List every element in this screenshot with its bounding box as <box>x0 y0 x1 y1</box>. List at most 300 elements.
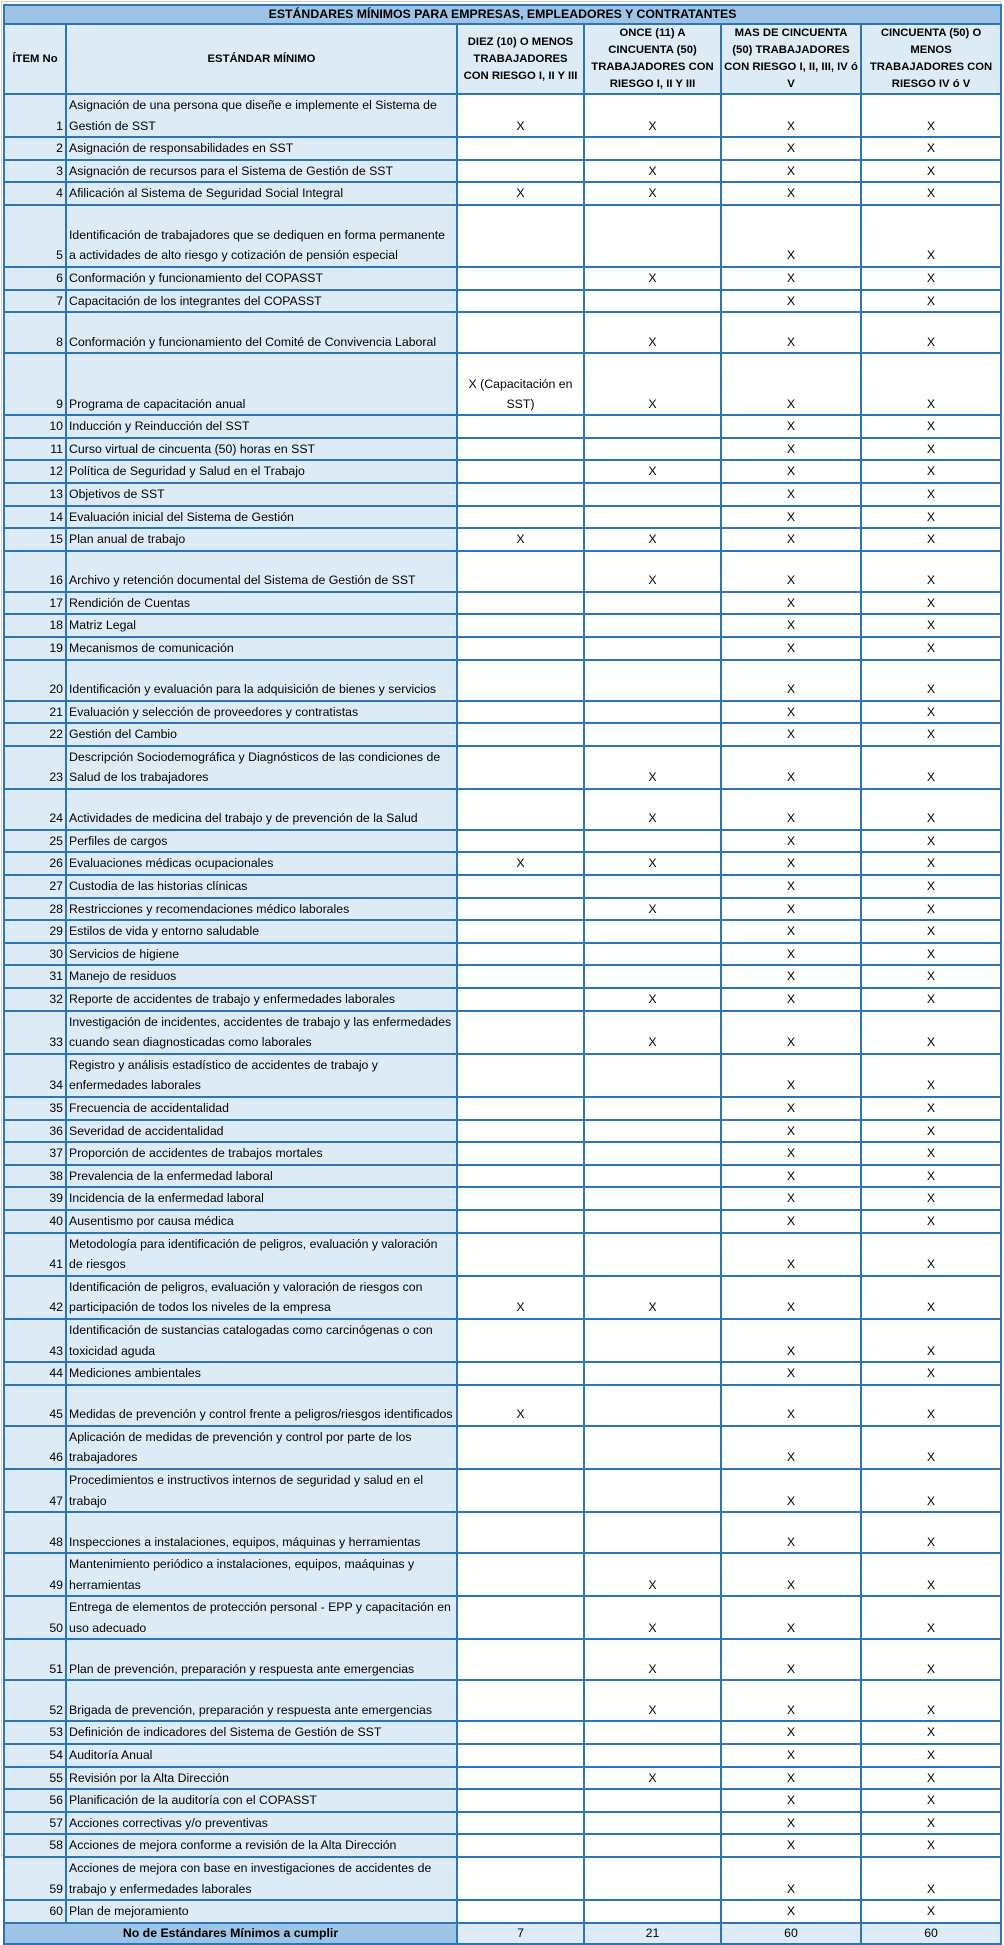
mark-eleven-to-fifty: X <box>584 528 721 551</box>
mark-ten-or-fewer <box>457 290 584 313</box>
mark-eleven-to-fifty: X <box>584 789 721 830</box>
mark-fifty-or-fewer-high-risk: X <box>861 1596 1001 1639</box>
mark-fifty-or-fewer-high-risk: X <box>861 746 1001 789</box>
table-row <box>4 852 1001 875</box>
mark-eleven-to-fifty: X <box>584 160 721 183</box>
table-row <box>4 1210 1001 1233</box>
mark-more-than-fifty: X <box>721 182 861 205</box>
mark-fifty-or-fewer-high-risk: X <box>861 875 1001 898</box>
item-number: 27 <box>4 875 66 898</box>
item-number: 4 <box>4 182 66 205</box>
mark-more-than-fifty: X <box>721 1165 861 1188</box>
header-eleven-to-fifty: ONCE (11) A CINCUENTA (50) TRABAJADORES CON RIESGO I, II Y III <box>584 24 721 94</box>
mark-more-than-fifty: X <box>721 789 861 830</box>
table-row <box>4 1469 1001 1512</box>
mark-more-than-fifty: X <box>721 965 861 988</box>
standard-text: Evaluaciones médicas ocupacionales <box>66 852 457 875</box>
mark-more-than-fifty: X <box>721 438 861 461</box>
standard-text: Descripción Sociodemográfica y Diagnósticos de las condiciones de Salud de los trabajadores <box>66 746 457 789</box>
mark-ten-or-fewer <box>457 460 584 483</box>
mark-ten-or-fewer: X <box>457 1276 584 1319</box>
mark-fifty-or-fewer-high-risk: X <box>861 723 1001 746</box>
mark-more-than-fifty: X <box>721 94 861 137</box>
mark-more-than-fifty: X <box>721 1097 861 1120</box>
standard-text: Aplicación de medidas de prevención y control por parte de los trabajadores <box>66 1426 457 1469</box>
table-row <box>4 1011 1001 1054</box>
mark-more-than-fifty: X <box>721 723 861 746</box>
mark-ten-or-fewer: X (Capacitación en SST) <box>457 353 584 415</box>
mark-more-than-fifty: X <box>721 1120 861 1143</box>
mark-more-than-fifty: X <box>721 1142 861 1165</box>
header-item-no: ÍTEM No <box>4 24 66 94</box>
table-row <box>4 746 1001 789</box>
item-number: 51 <box>4 1639 66 1680</box>
mark-eleven-to-fifty <box>584 1210 721 1233</box>
standard-text: Entrega de elementos de protección personal - EPP y capacitación en uso adecuado <box>66 1596 457 1639</box>
item-number: 43 <box>4 1319 66 1362</box>
standard-text: Restricciones y recomendaciones médico laborales <box>66 898 457 921</box>
mark-eleven-to-fifty <box>584 1097 721 1120</box>
mark-ten-or-fewer <box>457 438 584 461</box>
item-number: 13 <box>4 483 66 506</box>
mark-more-than-fifty: X <box>721 483 861 506</box>
mark-ten-or-fewer <box>457 1469 584 1512</box>
mark-fifty-or-fewer-high-risk: X <box>861 614 1001 637</box>
mark-fifty-or-fewer-high-risk: X <box>861 528 1001 551</box>
standard-text: Programa de capacitación anual <box>66 353 457 415</box>
table-row <box>4 1789 1001 1812</box>
mark-ten-or-fewer <box>457 1512 584 1553</box>
standard-text: Medidas de prevención y control frente a peligros/riesgos identificados <box>66 1385 457 1426</box>
item-number: 22 <box>4 723 66 746</box>
mark-eleven-to-fifty <box>584 1054 721 1097</box>
standard-text: Acciones correctivas y/o preventivas <box>66 1812 457 1835</box>
table-row <box>4 1512 1001 1553</box>
mark-ten-or-fewer <box>457 789 584 830</box>
item-number: 12 <box>4 460 66 483</box>
mark-more-than-fifty: X <box>721 1834 861 1857</box>
mark-eleven-to-fifty <box>584 1812 721 1835</box>
mark-fifty-or-fewer-high-risk: X <box>861 988 1001 1011</box>
standard-text: Curso virtual de cincuenta (50) horas en SST <box>66 438 457 461</box>
mark-fifty-or-fewer-high-risk: X <box>861 415 1001 438</box>
mark-fifty-or-fewer-high-risk: X <box>861 1639 1001 1680</box>
item-number: 6 <box>4 267 66 290</box>
mark-fifty-or-fewer-high-risk: X <box>861 1210 1001 1233</box>
mark-fifty-or-fewer-high-risk: X <box>861 1319 1001 1362</box>
mark-fifty-or-fewer-high-risk: X <box>861 551 1001 592</box>
standard-text: Procedimientos e instructivos internos de seguridad y salud en el trabajo <box>66 1469 457 1512</box>
item-number: 24 <box>4 789 66 830</box>
total-more-than-fifty: 60 <box>721 1923 861 1944</box>
mark-fifty-or-fewer-high-risk: X <box>861 1097 1001 1120</box>
standard-text: Plan de mejoramiento <box>66 1900 457 1923</box>
table-row <box>4 460 1001 483</box>
item-number: 7 <box>4 290 66 313</box>
mark-eleven-to-fifty <box>584 920 721 943</box>
mark-eleven-to-fifty <box>584 415 721 438</box>
table-row <box>4 353 1001 415</box>
item-number: 15 <box>4 528 66 551</box>
header-ten-or-fewer: DIEZ (10) O MENOS TRABAJADORES CON RIESGO I, II Y III <box>457 24 584 94</box>
mark-eleven-to-fifty: X <box>584 1553 721 1596</box>
item-number: 16 <box>4 551 66 592</box>
mark-ten-or-fewer <box>457 415 584 438</box>
mark-ten-or-fewer <box>457 205 584 267</box>
mark-fifty-or-fewer-high-risk: X <box>861 506 1001 529</box>
item-number: 35 <box>4 1097 66 1120</box>
standard-text: Conformación y funcionamiento del COPASST <box>66 267 457 290</box>
mark-more-than-fifty: X <box>721 1789 861 1812</box>
table-row <box>4 137 1001 160</box>
item-number: 5 <box>4 205 66 267</box>
mark-more-than-fifty: X <box>721 592 861 615</box>
mark-ten-or-fewer <box>457 1789 584 1812</box>
mark-ten-or-fewer <box>457 551 584 592</box>
standard-text: Manejo de residuos <box>66 965 457 988</box>
mark-fifty-or-fewer-high-risk: X <box>861 830 1001 853</box>
table-row <box>4 94 1001 137</box>
item-number: 37 <box>4 1142 66 1165</box>
mark-ten-or-fewer <box>457 943 584 966</box>
item-number: 47 <box>4 1469 66 1512</box>
item-number: 48 <box>4 1512 66 1553</box>
mark-eleven-to-fifty: X <box>584 312 721 353</box>
mark-eleven-to-fifty <box>584 614 721 637</box>
table-row <box>4 637 1001 660</box>
standard-text: Gestión del Cambio <box>66 723 457 746</box>
table-row <box>4 592 1001 615</box>
item-number: 44 <box>4 1362 66 1385</box>
item-number: 45 <box>4 1385 66 1426</box>
mark-more-than-fifty: X <box>721 415 861 438</box>
table-row <box>4 1639 1001 1680</box>
mark-ten-or-fewer <box>457 1187 584 1210</box>
item-number: 53 <box>4 1721 66 1744</box>
table-row <box>4 1834 1001 1857</box>
standard-text: Identificación de sustancias catalogadas como carcinógenas o con toxicidad aguda <box>66 1319 457 1362</box>
mark-fifty-or-fewer-high-risk: X <box>861 460 1001 483</box>
mark-eleven-to-fifty: X <box>584 852 721 875</box>
mark-ten-or-fewer: X <box>457 1385 584 1426</box>
standard-text: Planificación de la auditoría con el COPASST <box>66 1789 457 1812</box>
mark-eleven-to-fifty <box>584 637 721 660</box>
standard-text: Brigada de prevención, preparación y respuesta ante emergencias <box>66 1680 457 1721</box>
mark-more-than-fifty: X <box>721 1812 861 1835</box>
mark-fifty-or-fewer-high-risk: X <box>861 94 1001 137</box>
mark-fifty-or-fewer-high-risk: X <box>861 660 1001 701</box>
item-number: 38 <box>4 1165 66 1188</box>
item-number: 31 <box>4 965 66 988</box>
item-number: 2 <box>4 137 66 160</box>
standard-text: Auditoría Anual <box>66 1744 457 1767</box>
table-title: ESTÁNDARES MÍNIMOS PARA EMPRESAS, EMPLEADORES Y CONTRATANTES <box>4 5 1001 24</box>
table-row <box>4 1276 1001 1319</box>
mark-ten-or-fewer <box>457 614 584 637</box>
item-number: 1 <box>4 94 66 137</box>
mark-ten-or-fewer <box>457 1210 584 1233</box>
mark-ten-or-fewer <box>457 1011 584 1054</box>
mark-more-than-fifty: X <box>721 1680 861 1721</box>
mark-more-than-fifty: X <box>721 1187 861 1210</box>
title-row <box>4 5 1001 24</box>
table-row <box>4 1900 1001 1923</box>
standard-text: Metodología para identificación de peligros, evaluación y valoración de riesgos <box>66 1233 457 1276</box>
table-row <box>4 1319 1001 1362</box>
mark-more-than-fifty: X <box>721 1857 861 1900</box>
mark-ten-or-fewer <box>457 137 584 160</box>
header-more-than-fifty: MAS DE CINCUENTA (50) TRABAJADORES CON RIESGO I, II, III, IV ó V <box>721 24 861 94</box>
mark-eleven-to-fifty: X <box>584 1639 721 1680</box>
standard-text: Perfiles de cargos <box>66 830 457 853</box>
mark-more-than-fifty: X <box>721 1512 861 1553</box>
standard-text: Plan de prevención, preparación y respuesta ante emergencias <box>66 1639 457 1680</box>
mark-ten-or-fewer <box>457 267 584 290</box>
table-row <box>4 898 1001 921</box>
item-number: 26 <box>4 852 66 875</box>
mark-eleven-to-fifty: X <box>584 94 721 137</box>
mark-more-than-fifty: X <box>721 551 861 592</box>
mark-more-than-fifty: X <box>721 160 861 183</box>
item-number: 46 <box>4 1426 66 1469</box>
standard-text: Política de Seguridad y Salud en el Trabajo <box>66 460 457 483</box>
mark-eleven-to-fifty: X <box>584 1011 721 1054</box>
mark-more-than-fifty: X <box>721 746 861 789</box>
mark-ten-or-fewer <box>457 483 584 506</box>
item-number: 19 <box>4 637 66 660</box>
standard-text: Reporte de accidentes de trabajo y enfermedades laborales <box>66 988 457 1011</box>
table-row <box>4 830 1001 853</box>
item-number: 57 <box>4 1812 66 1835</box>
mark-ten-or-fewer <box>457 1721 584 1744</box>
mark-ten-or-fewer: X <box>457 94 584 137</box>
mark-more-than-fifty: X <box>721 1596 861 1639</box>
mark-fifty-or-fewer-high-risk: X <box>861 438 1001 461</box>
mark-eleven-to-fifty <box>584 701 721 724</box>
mark-eleven-to-fifty <box>584 290 721 313</box>
item-number: 59 <box>4 1857 66 1900</box>
total-ten-or-fewer: 7 <box>457 1923 584 1944</box>
table-row <box>4 1385 1001 1426</box>
mark-more-than-fifty: X <box>721 137 861 160</box>
mark-more-than-fifty: X <box>721 1054 861 1097</box>
mark-eleven-to-fifty <box>584 1789 721 1812</box>
mark-eleven-to-fifty <box>584 1233 721 1276</box>
standard-text: Investigación de incidentes, accidentes de trabajo y las enfermedades cuando sean diagnosticadas como laborales <box>66 1011 457 1054</box>
mark-fifty-or-fewer-high-risk: X <box>861 353 1001 415</box>
mark-eleven-to-fifty <box>584 483 721 506</box>
total-label: No de Estándares Mínimos a cumplir <box>4 1923 457 1944</box>
standard-text: Evaluación inicial del Sistema de Gestión <box>66 506 457 529</box>
mark-ten-or-fewer <box>457 1054 584 1097</box>
mark-ten-or-fewer <box>457 637 584 660</box>
item-number: 18 <box>4 614 66 637</box>
mark-fifty-or-fewer-high-risk: X <box>861 789 1001 830</box>
standard-text: Identificación y evaluación para la adquisición de bienes y servicios <box>66 660 457 701</box>
mark-more-than-fifty: X <box>721 1900 861 1923</box>
mark-ten-or-fewer <box>457 1639 584 1680</box>
table-row <box>4 1187 1001 1210</box>
standard-text: Mediciones ambientales <box>66 1362 457 1385</box>
standard-text: Asignación de recursos para el Sistema de Gestión de SST <box>66 160 457 183</box>
item-number: 8 <box>4 312 66 353</box>
mark-ten-or-fewer <box>457 1834 584 1857</box>
mark-ten-or-fewer: X <box>457 182 584 205</box>
table-row <box>4 1426 1001 1469</box>
mark-eleven-to-fifty <box>584 1426 721 1469</box>
item-number: 42 <box>4 1276 66 1319</box>
mark-fifty-or-fewer-high-risk: X <box>861 1512 1001 1553</box>
standard-text: Capacitación de los integrantes del COPASST <box>66 290 457 313</box>
mark-more-than-fifty: X <box>721 353 861 415</box>
mark-fifty-or-fewer-high-risk: X <box>861 1165 1001 1188</box>
mark-fifty-or-fewer-high-risk: X <box>861 312 1001 353</box>
mark-eleven-to-fifty <box>584 506 721 529</box>
mark-fifty-or-fewer-high-risk: X <box>861 852 1001 875</box>
mark-more-than-fifty: X <box>721 943 861 966</box>
mark-more-than-fifty: X <box>721 290 861 313</box>
table-row <box>4 614 1001 637</box>
mark-ten-or-fewer <box>457 1362 584 1385</box>
mark-more-than-fifty: X <box>721 506 861 529</box>
mark-more-than-fifty: X <box>721 637 861 660</box>
mark-ten-or-fewer <box>457 1900 584 1923</box>
standard-text: Acciones de mejora conforme a revisión de la Alta Dirección <box>66 1834 457 1857</box>
mark-ten-or-fewer <box>457 1596 584 1639</box>
mark-eleven-to-fifty: X <box>584 1596 721 1639</box>
standard-text: Plan anual de trabajo <box>66 528 457 551</box>
mark-fifty-or-fewer-high-risk: X <box>861 182 1001 205</box>
mark-eleven-to-fifty: X <box>584 460 721 483</box>
total-row <box>4 1923 1001 1944</box>
mark-fifty-or-fewer-high-risk: X <box>861 1362 1001 1385</box>
standard-text: Afilicación al Sistema de Seguridad Social Integral <box>66 182 457 205</box>
mark-more-than-fifty: X <box>721 1385 861 1426</box>
table-body <box>4 94 1001 1923</box>
standard-text: Incidencia de la enfermedad laboral <box>66 1187 457 1210</box>
mark-fifty-or-fewer-high-risk: X <box>861 160 1001 183</box>
standard-text: Rendición de Cuentas <box>66 592 457 615</box>
standard-text: Mantenimiento periódico a instalaciones, equipos, maáquinas y herramientas <box>66 1553 457 1596</box>
mark-more-than-fifty: X <box>721 1276 861 1319</box>
item-number: 33 <box>4 1011 66 1054</box>
standard-text: Prevalencia de la enfermedad laboral <box>66 1165 457 1188</box>
mark-ten-or-fewer <box>457 1426 584 1469</box>
mark-eleven-to-fifty <box>584 137 721 160</box>
item-number: 11 <box>4 438 66 461</box>
standard-text: Severidad de accidentalidad <box>66 1120 457 1143</box>
item-number: 30 <box>4 943 66 966</box>
mark-eleven-to-fifty <box>584 1142 721 1165</box>
mark-eleven-to-fifty: X <box>584 988 721 1011</box>
table-row <box>4 1721 1001 1744</box>
mark-fifty-or-fewer-high-risk: X <box>861 1744 1001 1767</box>
mark-more-than-fifty: X <box>721 988 861 1011</box>
item-number: 58 <box>4 1834 66 1857</box>
standard-text: Inducción y Reinducción del SST <box>66 415 457 438</box>
mark-eleven-to-fifty <box>584 1187 721 1210</box>
mark-ten-or-fewer: X <box>457 528 584 551</box>
mark-more-than-fifty: X <box>721 1721 861 1744</box>
table-row <box>4 506 1001 529</box>
item-number: 34 <box>4 1054 66 1097</box>
table-row <box>4 1142 1001 1165</box>
standard-text: Objetivos de SST <box>66 483 457 506</box>
standard-text: Custodia de las historias clínicas <box>66 875 457 898</box>
table-row <box>4 789 1001 830</box>
mark-more-than-fifty: X <box>721 852 861 875</box>
mark-eleven-to-fifty <box>584 1721 721 1744</box>
mark-eleven-to-fifty: X <box>584 1767 721 1790</box>
mark-fifty-or-fewer-high-risk: X <box>861 483 1001 506</box>
mark-eleven-to-fifty: X <box>584 1276 721 1319</box>
mark-ten-or-fewer <box>457 701 584 724</box>
mark-fifty-or-fewer-high-risk: X <box>861 1426 1001 1469</box>
mark-more-than-fifty: X <box>721 1210 861 1233</box>
table-row <box>4 1233 1001 1276</box>
mark-ten-or-fewer <box>457 1767 584 1790</box>
item-number: 55 <box>4 1767 66 1790</box>
mark-fifty-or-fewer-high-risk: X <box>861 1187 1001 1210</box>
mark-ten-or-fewer <box>457 988 584 1011</box>
mark-eleven-to-fifty <box>584 723 721 746</box>
mark-ten-or-fewer <box>457 1812 584 1835</box>
mark-eleven-to-fifty: X <box>584 898 721 921</box>
mark-fifty-or-fewer-high-risk: X <box>861 1553 1001 1596</box>
mark-fifty-or-fewer-high-risk: X <box>861 267 1001 290</box>
mark-eleven-to-fifty <box>584 1362 721 1385</box>
table-row <box>4 160 1001 183</box>
mark-eleven-to-fifty <box>584 1120 721 1143</box>
mark-more-than-fifty: X <box>721 1553 861 1596</box>
mark-eleven-to-fifty: X <box>584 353 721 415</box>
table-row <box>4 267 1001 290</box>
mark-fifty-or-fewer-high-risk: X <box>861 290 1001 313</box>
header-fifty-or-fewer-high-risk: CINCUENTA (50) O MENOS TRABAJADORES CON RIESGO IV ó V <box>861 24 1001 94</box>
table-row <box>4 1362 1001 1385</box>
mark-more-than-fifty: X <box>721 1426 861 1469</box>
mark-more-than-fifty: X <box>721 528 861 551</box>
mark-fifty-or-fewer-high-risk: X <box>861 1834 1001 1857</box>
mark-more-than-fifty: X <box>721 312 861 353</box>
table-row <box>4 551 1001 592</box>
mark-fifty-or-fewer-high-risk: X <box>861 1120 1001 1143</box>
mark-more-than-fifty: X <box>721 267 861 290</box>
standard-text: Matriz Legal <box>66 614 457 637</box>
mark-ten-or-fewer <box>457 1233 584 1276</box>
mark-more-than-fifty: X <box>721 1233 861 1276</box>
item-number: 21 <box>4 701 66 724</box>
table-row <box>4 1165 1001 1188</box>
mark-fifty-or-fewer-high-risk: X <box>861 965 1001 988</box>
mark-eleven-to-fifty: X <box>584 551 721 592</box>
mark-more-than-fifty: X <box>721 1767 861 1790</box>
table-row <box>4 988 1001 1011</box>
mark-ten-or-fewer: X <box>457 852 584 875</box>
mark-ten-or-fewer <box>457 160 584 183</box>
table-row <box>4 965 1001 988</box>
item-number: 28 <box>4 898 66 921</box>
standard-text: Estilos de vida y entorno saludable <box>66 920 457 943</box>
standard-text: Archivo y retención documental del Sistema de Gestión de SST <box>66 551 457 592</box>
mark-ten-or-fewer <box>457 965 584 988</box>
header-row <box>4 24 1001 94</box>
standard-text: Ausentismo por causa médica <box>66 1210 457 1233</box>
table-row <box>4 1767 1001 1790</box>
table-row <box>4 1680 1001 1721</box>
mark-more-than-fifty: X <box>721 920 861 943</box>
mark-ten-or-fewer <box>457 312 584 353</box>
